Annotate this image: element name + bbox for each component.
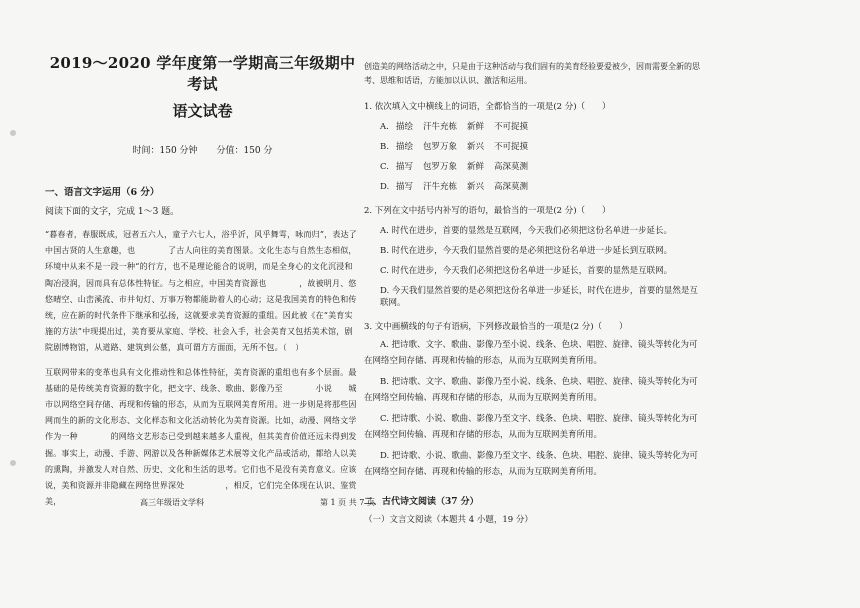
footer-subject: 高三年级语文学科 [140,498,204,507]
option-word: 汗牛充栋 [423,122,458,132]
punch-hole [10,460,16,466]
question-2: 2. 下列在文中括号内补写的语句，最恰当的一项是(2 分)（ ） [364,206,611,216]
option-letter: B. [380,142,389,152]
q3-option-b: B. 把诗歌、文字、歌曲、影像乃至小说、线条、色块、唱腔、旋律、镜头等转化为可在网络空间传输、再现和存储的形态，从而为互联网美育所用。 [364,377,698,403]
time-label: 时间：150 分钟 [132,146,198,156]
q2-option-d: D. 今天我们显然首要的是必须把这份名单进一步延长，时代在进步，首要的显然是互联网。 [380,286,698,308]
q1-option [380,120,704,132]
option-word: 高深莫测 [494,182,529,192]
q3-option-d: D. 把诗歌、小说、歌曲、影像乃至文字、线条、色块、唱腔、旋律、镜头等转化为可在网络空间存储、再现和传输的形态，从而为互联网美育所用。 [364,451,698,477]
option-word: 新兴 [467,142,485,152]
section2-subheading: （一）文言文阅读（本题共 4 小题，19 分） [364,515,533,525]
option-word: 描写 [396,182,414,192]
punch-hole [10,130,16,136]
option-word: 包罗万象 [423,142,458,152]
option-word: 新鲜 [467,122,485,132]
option-word: 新兴 [467,182,485,192]
footer-page-number: 第 1 页 共 7 页 [320,498,375,507]
exam-title: 2019～2020 学年度第一学期高三年级期中考试 [49,54,356,93]
passage-continuation: 创造美的网络活动之中，只是由于这种活动与我们固有的美育经验要爱被少，因而需要全新的思考、思维和话语，方能加以认识、激活和运用。 [364,62,700,85]
option-word: 包罗万象 [423,162,458,172]
section2-heading: 二、古代诗文阅读（37 分） [364,497,479,507]
option-word: 汗牛充栋 [423,182,458,192]
option-letter: A. [380,122,389,132]
passage-paragraph-2: 互联网带来的变革也具有文化推动性和总体性特征，美育资源的重组也有多个层面。最基础的是传统美育资源的数字化，把文字、线条、歌曲、影像乃至 小说 城 市以网络空间存储、再现和传输的形态，从而为互联网美育所用。进一步则是将那些因网而生的新的文化形态、文化样态和文化活动转化为美育资源。比如，动漫、网络文学作为一种 的网络文艺形态已受到越来越多人重视，但其美育价值还远未得到发掘。事实上，动漫、手游、网游以及各种新媒体艺术展等文化产品或活动，都给人以美的熏陶，并激发人对自然、历史、文化和生活的思考。它们也不是没有美育意义。应该说，美和资源并非隐藏在网络世界深处 ，相反，它们完全体现在认识、鉴赏美， [45,367,406,507]
score-label: 分值：150 分 [216,146,273,156]
q1-option [380,180,704,192]
passage-paragraph-1: “暮春者，春服既成，冠者五六人，童子六七人，浴乎沂，风乎舞雩，咏而归”，表达了中国古贤的人生意趣，也 了古人向往的美育图景。文化生态与自然生态相似，环境中从来不是一段一种“的行方，也不是理论能合的说明，而是全身心的文化沉浸和陶冶浸润，因而具有总体性特征。与之相应，中国美育资源也 ，故被明月、悠悠晴空、山峦溪流、市井旬灯、万事万物都能助着人的心动；这是我国美育的特色和传统，应在新的时代条件下继承和弘扬，这就要求美育资源的重组。因此被《在“美育实施的方法”中现提出过，美育要从家庭、学校、社会入手，社会美育又包括美术馆，剧院剧博物馆，从道路、建筑到公墓，真可谓方方面面，无所不包。（ ） [45,230,357,353]
question-3: 3. 文中画横线的句子有语病，下列修改最恰当的一项是(2 分)（ ） [364,322,628,332]
exam-meta [45,143,360,156]
section1-heading: 一、语言文字运用（6 分） [45,187,160,198]
section1-instruction: 阅读下面的文字，完成 1～3 题。 [45,207,180,217]
q2-option-c: C. 时代在进步，今天我们必须把这份名单进一步延长，首要的显然是互联网。 [380,266,673,276]
option-letter: D. [380,182,390,192]
right-column [364,60,704,525]
option-word: 描绘 [396,142,414,152]
option-word: 不可捉摸 [494,122,529,132]
option-word: 新鲜 [467,162,485,172]
exam-subtitle: 语文试卷 [172,102,233,120]
q3-option-c: C. 把诗歌、小说、歌曲、影像乃至文字、线条、色块、唱腔、旋律、镜头等转化为可在网络空间传输、再现和存储的形态，从而为互联网美育所用。 [364,414,698,440]
option-word: 不可捉摸 [494,142,529,152]
question-1: 1. 依次填入文中横线上的词语，全都恰当的一项是(2 分)（ ） [364,102,611,112]
q1-option [380,160,704,172]
option-word: 描写 [396,162,414,172]
question-1-options [364,120,704,192]
q2-option-b: B. 时代在进步，今天我们显然首要的是必须把这份名单进一步延长到互联网。 [380,246,673,256]
option-letter: C. [380,162,389,172]
option-word: 高深莫测 [494,162,529,172]
q2-option-a: A. 时代在进步，首要的显然是互联网，今天我们必须把这份名单进一步延长。 [380,226,673,236]
option-word: 描绘 [396,122,414,132]
q1-option [380,140,704,152]
q3-option-a: A. 把诗歌、文字、歌曲、影像乃至小说、线条、色块、唱腔、旋律、镜头等转化为可在网络空间存储、再现和传输的形态，从而为互联网美育所用。 [364,340,698,366]
